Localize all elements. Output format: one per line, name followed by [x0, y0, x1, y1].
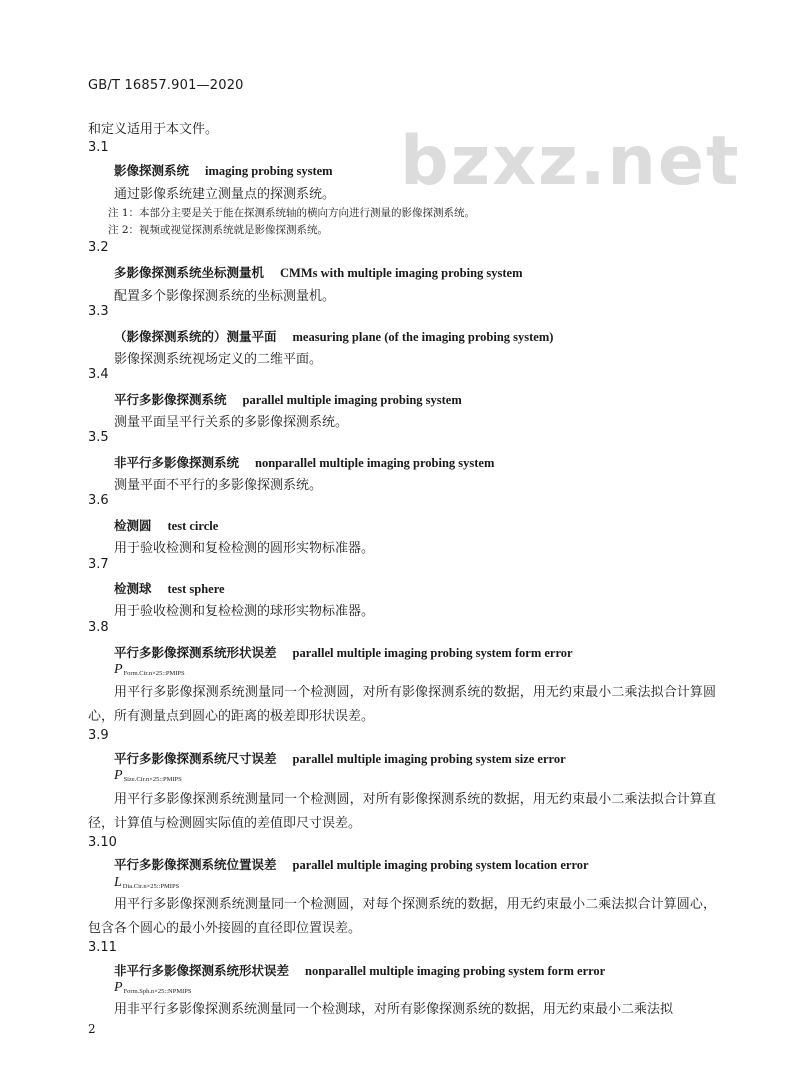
watermark: bzxz.net: [400, 122, 741, 201]
clause-number: 3.9: [88, 728, 109, 743]
definition: 通过影像系统建立测量点的探测系统。: [114, 187, 336, 202]
symbol-letter: P: [114, 662, 123, 677]
term-en: parallel multiple imaging probing system: [242, 393, 462, 407]
term-cn: 影像探测系统: [114, 163, 190, 178]
term-cn: 多影像探测系统坐标测量机: [114, 265, 265, 280]
clause-number: 3.8: [88, 620, 109, 635]
term-cn: 平行多影像探测系统尺寸误差: [114, 751, 277, 766]
term-cn: （影像探测系统的）测量平面: [114, 329, 277, 344]
term-en: CMMs with multiple imaging probing system: [280, 266, 523, 280]
term-cn: 检测球: [114, 581, 152, 596]
term-heading: [114, 579, 225, 597]
term-en: measuring plane (of the imaging probing system): [292, 330, 554, 344]
term-heading: [114, 516, 218, 534]
term-heading: [114, 961, 605, 979]
term-cn: 非平行多影像探测系统形状误差: [114, 963, 290, 978]
term-heading: [114, 855, 589, 873]
symbol-subscript: Form.Cir.n×25::PMIPS: [123, 670, 185, 677]
clause-number: 3.6: [88, 493, 109, 508]
clause-number: 3.4: [88, 367, 109, 382]
clause-number: 3.3: [88, 304, 109, 319]
term-symbol: [114, 980, 192, 996]
symbol-subscript: Size.Cir.n×25::PMIPS: [123, 776, 182, 783]
term-en: parallel multiple imaging probing system size error: [292, 752, 566, 766]
clause-number: 3.1: [88, 140, 109, 155]
definition-paragraph: 用非平行多影像探测系统测量同一个检测球，对所有影像探测系统的数据，用无约束最小二乘法拟: [114, 1002, 674, 1017]
term-heading: [114, 453, 494, 471]
term-heading: [114, 161, 333, 179]
clause-number: 3.2: [88, 240, 109, 255]
definition: 影像探测系统视场定义的二维平面。: [114, 352, 323, 367]
clause-number: 3.11: [88, 940, 117, 955]
intro-text: 和定义适用于本文件。: [88, 122, 219, 137]
term-en: parallel multiple imaging probing system location error: [292, 858, 589, 872]
term-symbol: [114, 768, 182, 784]
definition: 测量平面不平行的多影像探测系统。: [114, 478, 323, 493]
page-number: 2: [88, 1022, 96, 1036]
symbol-letter: P: [114, 980, 123, 995]
definition: 测量平面呈平行关系的多影像探测系统。: [114, 415, 349, 430]
term-cn: 平行多影像探测系统: [114, 392, 227, 407]
document-header: GB/T 16857.901—2020: [88, 78, 244, 93]
symbol-letter: L: [114, 875, 122, 890]
definition-paragraph: 用平行多影像探测系统测量同一个检测圆，对每个探测系统的数据，用无约束最小二乘法拟合计算圆心，包含各个圆心的最小外接圆的直径即位置误差。: [88, 897, 716, 936]
term-en: nonparallel multiple imaging probing system: [255, 456, 495, 470]
term-cn: 非平行多影像探测系统: [114, 455, 240, 470]
definition-paragraph: 用平行多影像探测系统测量同一个检测圆，对所有影像探测系统的数据，用无约束最小二乘法拟合计算圆心，所有测量点到圆心的距离的极差即形状误差。: [88, 685, 716, 724]
term-cn: 检测圆: [114, 518, 152, 533]
definition-paragraph: 用平行多影像探测系统测量同一个检测圆，对所有影像探测系统的数据，用无约束最小二乘法拟合计算直径，计算值与检测圆实际值的差值即尺寸误差。: [88, 792, 716, 831]
clause-number: 3.5: [88, 430, 109, 445]
definition: 配置多个影像探测系统的坐标测量机。: [114, 289, 336, 304]
definition: 用于验收检测和复检检测的球形实物标准器。: [114, 604, 375, 619]
term-symbol: [114, 875, 179, 891]
term-heading: [114, 263, 523, 281]
note: 注 1：本部分主要是关于能在探测系统轴的横向方向进行测量的影像探测系统。: [108, 207, 476, 219]
term-cn: 平行多影像探测系统位置误差: [114, 857, 277, 872]
term-cn: 平行多影像探测系统形状误差: [114, 645, 277, 660]
term-symbol: [114, 662, 185, 678]
term-en: parallel multiple imaging probing system form error: [292, 646, 573, 660]
definition: 用于验收检测和复检检测的圆形实物标准器。: [114, 541, 375, 556]
term-en: imaging probing system: [205, 164, 333, 178]
symbol-letter: P: [114, 768, 123, 783]
term-heading: [114, 327, 553, 345]
clause-number: 3.10: [88, 835, 117, 850]
term-heading: [114, 390, 462, 408]
term-en: nonparallel multiple imaging probing system form error: [305, 964, 606, 978]
symbol-subscript: Dia.Cir.n×25::PMIPS: [122, 883, 180, 890]
term-heading: [114, 749, 566, 767]
clause-number: 3.7: [88, 557, 109, 572]
symbol-subscript: Form.Sph.n×25::NPMIPS: [123, 988, 192, 995]
term-en: test circle: [167, 519, 219, 533]
term-en: test sphere: [167, 582, 225, 596]
note: 注 2：视频或视觉探测系统就是影像探测系统。: [108, 224, 329, 236]
term-heading: [114, 643, 573, 661]
